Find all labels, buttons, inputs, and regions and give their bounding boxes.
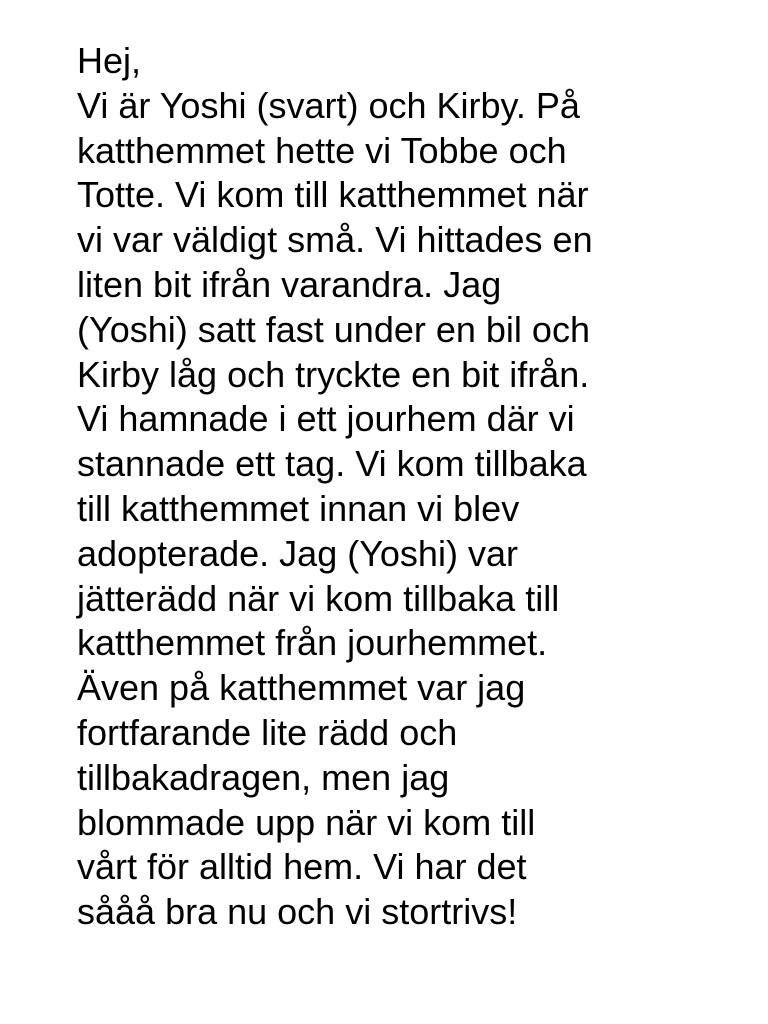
letter-line: katthemmet hette vi Tobbe och: [77, 129, 567, 171]
letter-line: till katthemmet innan vi blev: [77, 487, 520, 529]
letter-line: Kirby låg och tryckte en bit ifrån.: [77, 353, 590, 395]
letter-line: katthemmet från jourhemmet.: [77, 622, 548, 664]
letter-line: Vi hamnade i ett jourhem där vi: [77, 398, 575, 440]
letter-line: blommade upp när vi kom till: [77, 801, 536, 843]
letter-line: fortfarande lite rädd och: [77, 711, 458, 753]
letter-line: Totte. Vi kom till katthemmet när: [77, 174, 589, 216]
letter-line: liten bit ifrån varandra. Jag: [77, 263, 502, 305]
letter-line: tillbakadragen, men jag: [77, 756, 450, 798]
letter-line: Vi är Yoshi (svart) och Kirby. På: [77, 84, 580, 126]
letter-line: (Yoshi) satt fast under en bil och: [77, 308, 590, 350]
letter-line: jätterädd när vi kom tillbaka till: [77, 577, 560, 619]
letter-line: sååå bra nu och vi stortrivs!: [77, 891, 518, 933]
letter-text: [77, 39, 737, 935]
letter-line: vi var väldigt små. Vi hittades en: [77, 219, 593, 261]
letter-line: adopterade. Jag (Yoshi) var: [77, 532, 518, 574]
letter-line: stannade ett tag. Vi kom tillbaka: [77, 443, 587, 485]
letter-line: Även på katthemmet var jag: [77, 667, 526, 709]
letter-line: vårt för alltid hem. Vi har det: [77, 846, 527, 888]
letter-line: Hej,: [77, 40, 142, 81]
